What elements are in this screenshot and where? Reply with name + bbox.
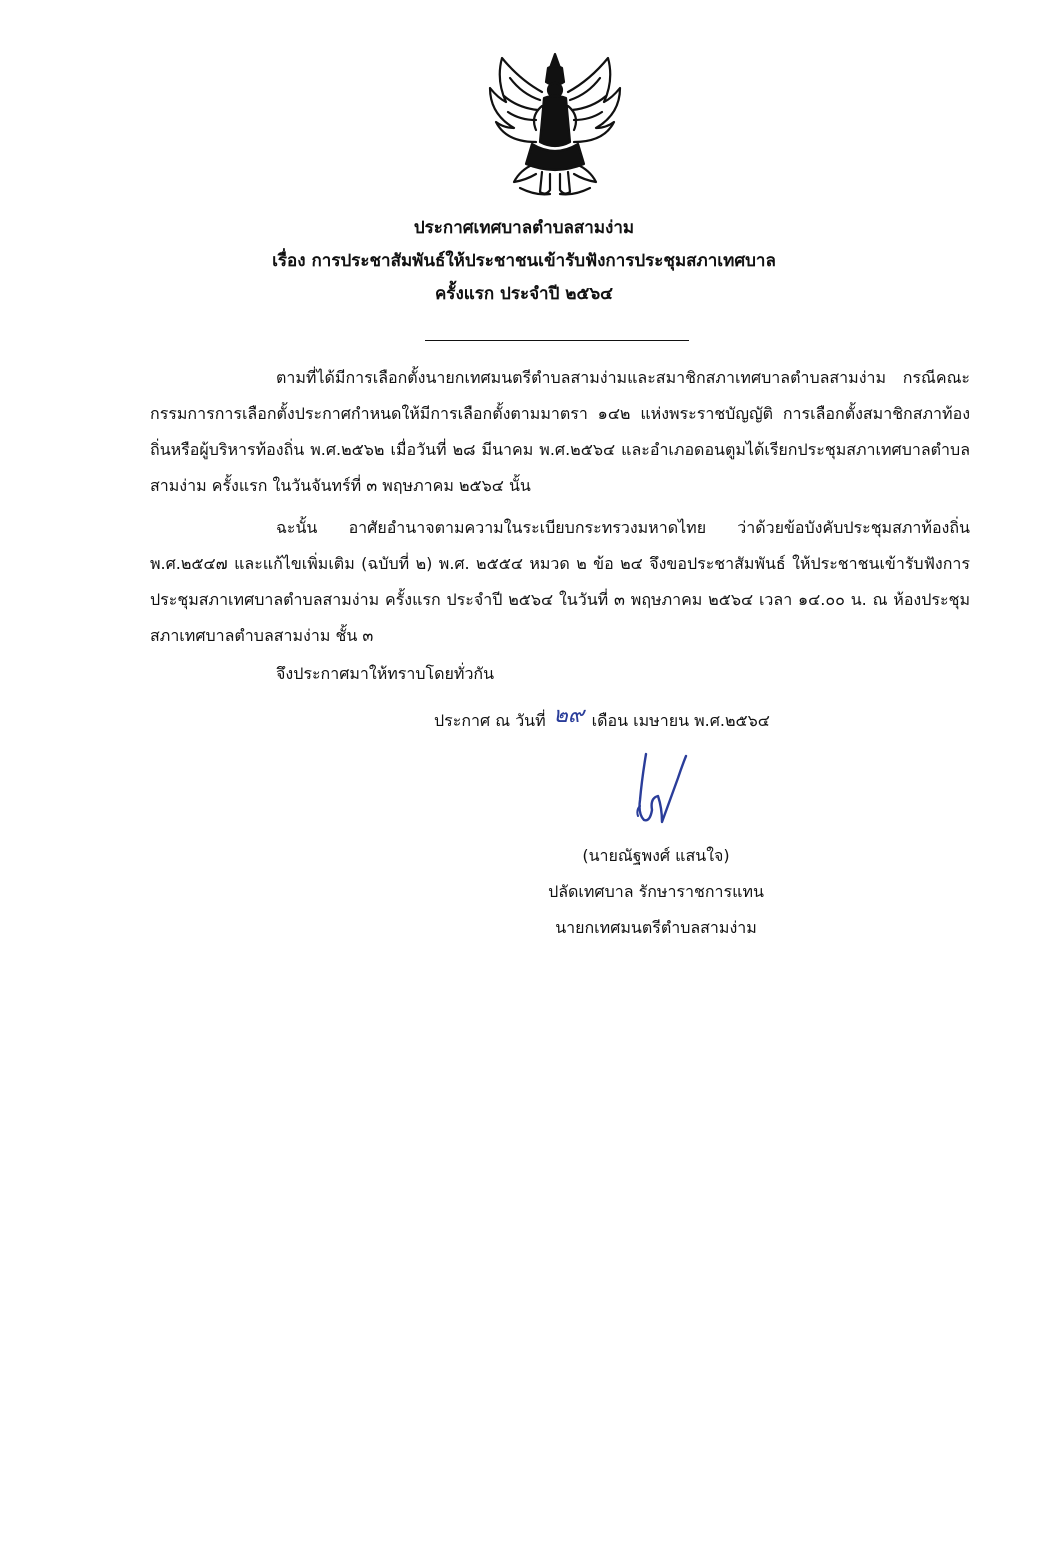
handwritten-signature-icon bbox=[628, 748, 692, 828]
body-paragraph-2 bbox=[150, 510, 970, 654]
title-divider bbox=[425, 340, 689, 341]
date-day-handwritten: ๒๙ bbox=[553, 703, 584, 728]
signatory-position-1: ปลัดเทศบาล รักษาราชการแทน bbox=[548, 882, 764, 901]
date-prefix: ประกาศ ณ วันที่ bbox=[434, 711, 546, 730]
body-paragraph-1 bbox=[150, 360, 970, 504]
body-paragraph-1-text: ตามที่ได้มีการเลือกตั้งนายกเทศมนตรีตำบลสามง่ามและสมาชิกสภาเทศบาลตำบลสามง่าม กรณีคณะกรรมการการเลือกตั้งประกาศกำหนดให้มีการเลือกตั้งตามมาตรา ๑๔๒ แห่งพระราชบัญญัติ การเลือกตั้งสมาชิกสภาท้องถิ่นหรือผู้บริหารท้องถิ่น พ.ศ.๒๕๖๒ เมื่อวันที่ ๒๘ มีนาคม พ.ศ.๒๕๖๔ และอำเภอดอนตูมได้เรียกประชุมสภาเทศบาลตำบลสามง่าม ครั้งแรก ในวันจันทร์ที่ ๓ พฤษภาคม ๒๕๖๔ นั้น bbox=[150, 368, 970, 495]
signature-block bbox=[496, 838, 816, 946]
title-subject: เรื่อง การประชาสัมพันธ์ให้ประชาชนเข้ารับฟังการประชุมสภาเทศบาล bbox=[272, 251, 776, 271]
signatory-name: (นายณัฐพงศ์ แสนใจ) bbox=[582, 846, 730, 865]
closing-statement: จึงประกาศมาให้ทราบโดยทั่วกัน bbox=[276, 664, 495, 683]
title-session: ครั้งแรก ประจำปี ๒๕๖๔ bbox=[434, 284, 614, 304]
title-organization: ประกาศเทศบาลตำบลสามง่าม bbox=[413, 218, 635, 238]
date-suffix: เดือน เมษายน พ.ศ.๒๕๖๔ bbox=[591, 711, 770, 730]
document-title bbox=[0, 212, 1048, 311]
signatory-position-2: นายกเทศมนตรีตำบลสามง่าม bbox=[555, 918, 757, 937]
body-paragraph-2-text: ฉะนั้น อาศัยอำนาจตามความในระเบียบกระทรวงมหาดไทย ว่าด้วยข้อบังคับประชุมสภาท้องถิ่น พ.ศ.๒๕๔๗ และแก้ไขเพิ่มเติม (ฉบับที่ ๒) พ.ศ. ๒๕๕๔ หมวด ๒ ข้อ ๒๔ จึงขอประชาสัมพันธ์ ให้ประชาชนเข้ารับฟังการประชุมสภาเทศบาลตำบลสามง่าม ครั้งแรก ประจำปี ๒๕๖๔ ในวันที่ ๓ พฤษภาคม ๒๕๖๔ เวลา ๑๔.๐๐ น. ณ ห้องประชุมสภาเทศบาลตำบลสามง่าม ชั้น ๓ bbox=[150, 518, 970, 645]
announcement-date bbox=[434, 702, 770, 739]
garuda-emblem-icon bbox=[480, 50, 630, 202]
